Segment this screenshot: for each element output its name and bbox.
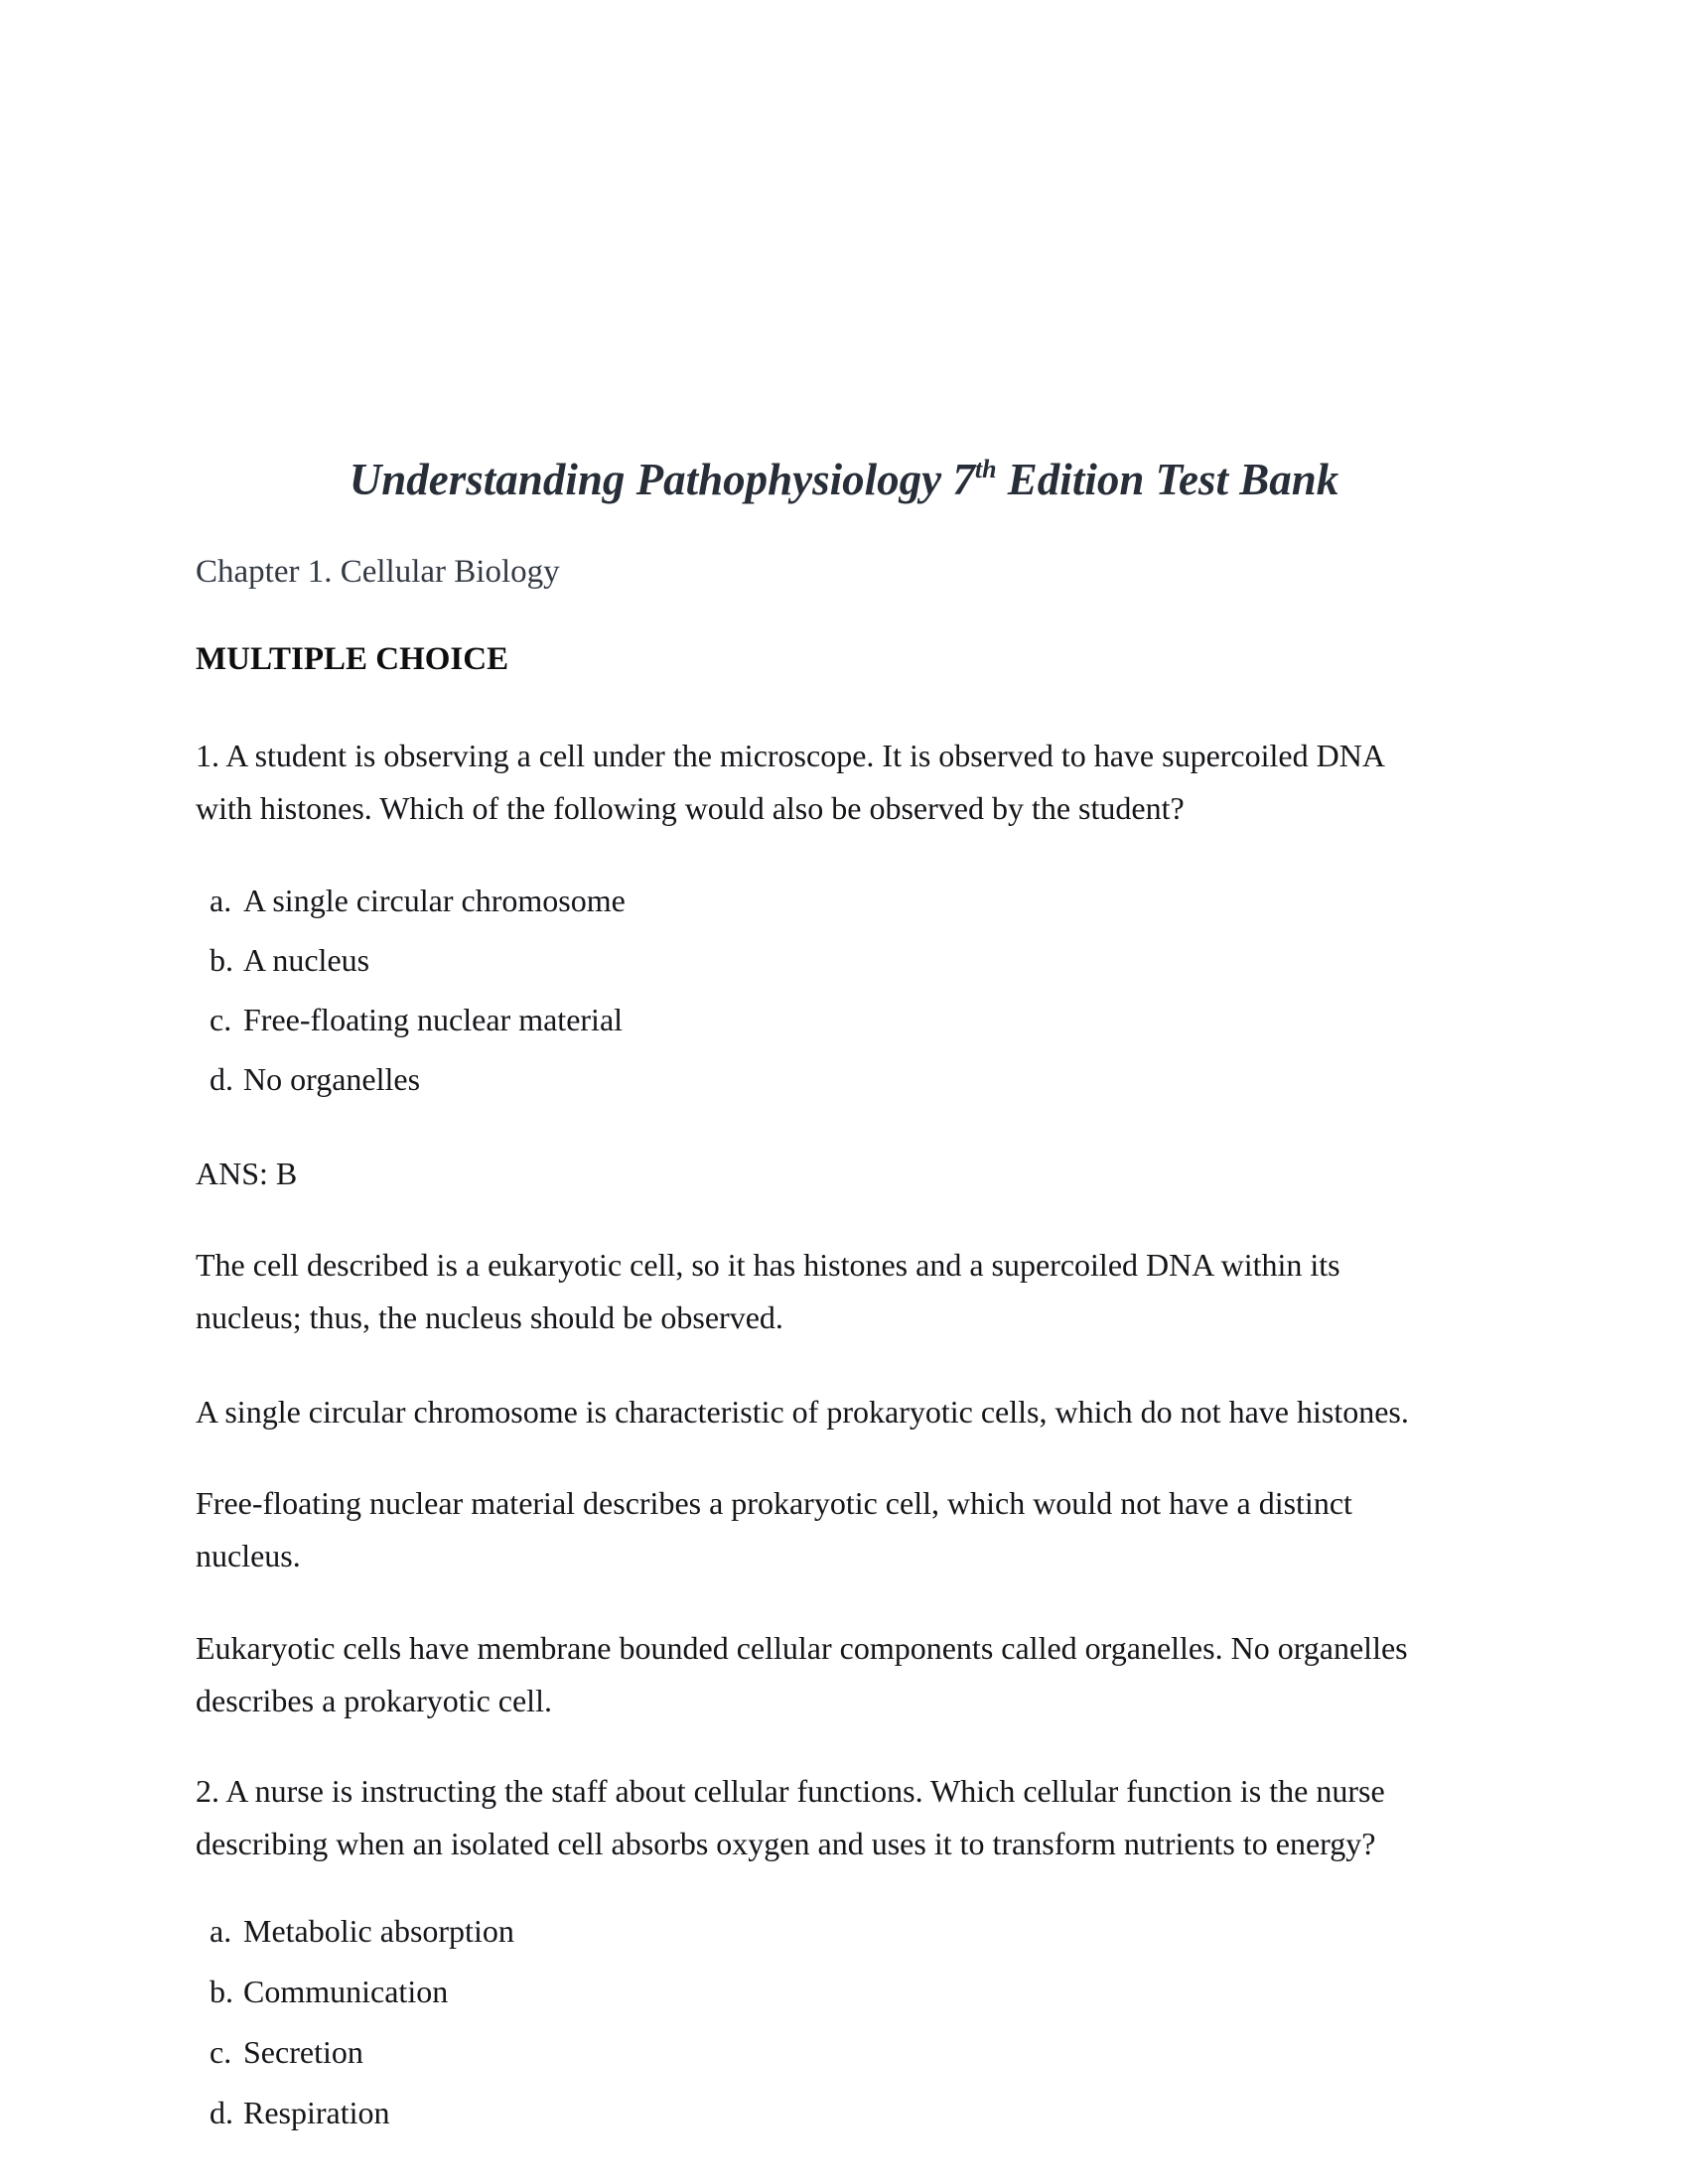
question-2-option-a bbox=[196, 1905, 1486, 1958]
question-1-option-b bbox=[196, 934, 1486, 987]
document-body bbox=[196, 546, 1486, 2139]
rationale-paragraph-4 bbox=[196, 1622, 1486, 1727]
question-2-line-2: describing when an isolated cell absorbs oxygen and uses it to transform nutrients to energy? bbox=[196, 1826, 1376, 1861]
rationale-line: Free-floating nuclear material describes a prokaryotic cell, which would not have a distinct bbox=[196, 1485, 1352, 1521]
option-text: A nucleus bbox=[243, 942, 370, 978]
question-1-answer: ANS: B bbox=[196, 1156, 298, 1191]
rationale-line: nucleus. bbox=[196, 1538, 301, 1573]
option-text: Secretion bbox=[243, 2034, 363, 2070]
question-1-option-d bbox=[196, 1053, 1486, 1106]
option-letter: a. bbox=[210, 1913, 232, 1949]
question-2-text bbox=[196, 1765, 1486, 1870]
option-text: Respiration bbox=[243, 2095, 390, 2130]
rationale-paragraph-2 bbox=[196, 1386, 1486, 1438]
option-text: Metabolic absorption bbox=[243, 1913, 514, 1949]
document-title bbox=[0, 452, 1688, 514]
option-letter: b. bbox=[210, 1974, 233, 2009]
rationale-paragraph-1 bbox=[196, 1239, 1486, 1344]
document-title-text: Understanding Pathophysiology 7 bbox=[349, 455, 975, 504]
rationale-line: The cell described is a eukaryotic cell, so it has histones and a supercoiled DNA within its bbox=[196, 1247, 1340, 1283]
question-1-option-a bbox=[196, 875, 1486, 927]
option-letter: c. bbox=[210, 1002, 232, 1037]
option-letter: b. bbox=[210, 942, 233, 978]
option-text: No organelles bbox=[243, 1061, 421, 1097]
question-2-option-c bbox=[196, 2026, 1486, 2079]
rationale-line: Eukaryotic cells have membrane bounded cellular components called organelles. No organelles bbox=[196, 1630, 1408, 1666]
document-title-suffix: Edition Test Bank bbox=[996, 455, 1339, 504]
option-letter: a. bbox=[210, 883, 232, 918]
chapter-heading: Chapter 1. Cellular Biology bbox=[196, 554, 560, 590]
document-title-superscript: th bbox=[974, 455, 997, 483]
question-1-option-c bbox=[196, 994, 1486, 1046]
rationale-line: nucleus; thus, the nucleus should be observed. bbox=[196, 1299, 783, 1335]
question-2-option-d bbox=[196, 2087, 1486, 2139]
question-1-line-2: with histones. Which of the following would also be observed by the student? bbox=[196, 790, 1185, 826]
option-text: A single circular chromosome bbox=[243, 883, 626, 918]
option-text: Free-floating nuclear material bbox=[243, 1002, 624, 1037]
option-letter: c. bbox=[210, 2034, 232, 2070]
question-1-text bbox=[196, 730, 1486, 835]
question-1-options bbox=[196, 875, 1486, 1106]
rationale-line: describes a prokaryotic cell. bbox=[196, 1683, 552, 1718]
question-2-options bbox=[196, 1905, 1486, 2139]
option-text: Communication bbox=[243, 1974, 449, 2009]
rationale-paragraph-3 bbox=[196, 1477, 1486, 1582]
section-heading: MULTIPLE CHOICE bbox=[196, 641, 509, 677]
option-letter: d. bbox=[210, 2095, 233, 2130]
question-2-line-1: 2. A nurse is instructing the staff about cellular functions. Which cellular function is the nurse bbox=[196, 1773, 1385, 1809]
option-letter: d. bbox=[210, 1061, 233, 1097]
rationale-line: A single circular chromosome is characteristic of prokaryotic cells, which do not have histones. bbox=[196, 1394, 1409, 1430]
question-2-option-b bbox=[196, 1966, 1486, 2018]
question-1-line-1: 1. A student is observing a cell under the microscope. It is observed to have supercoiled DNA bbox=[196, 738, 1385, 773]
